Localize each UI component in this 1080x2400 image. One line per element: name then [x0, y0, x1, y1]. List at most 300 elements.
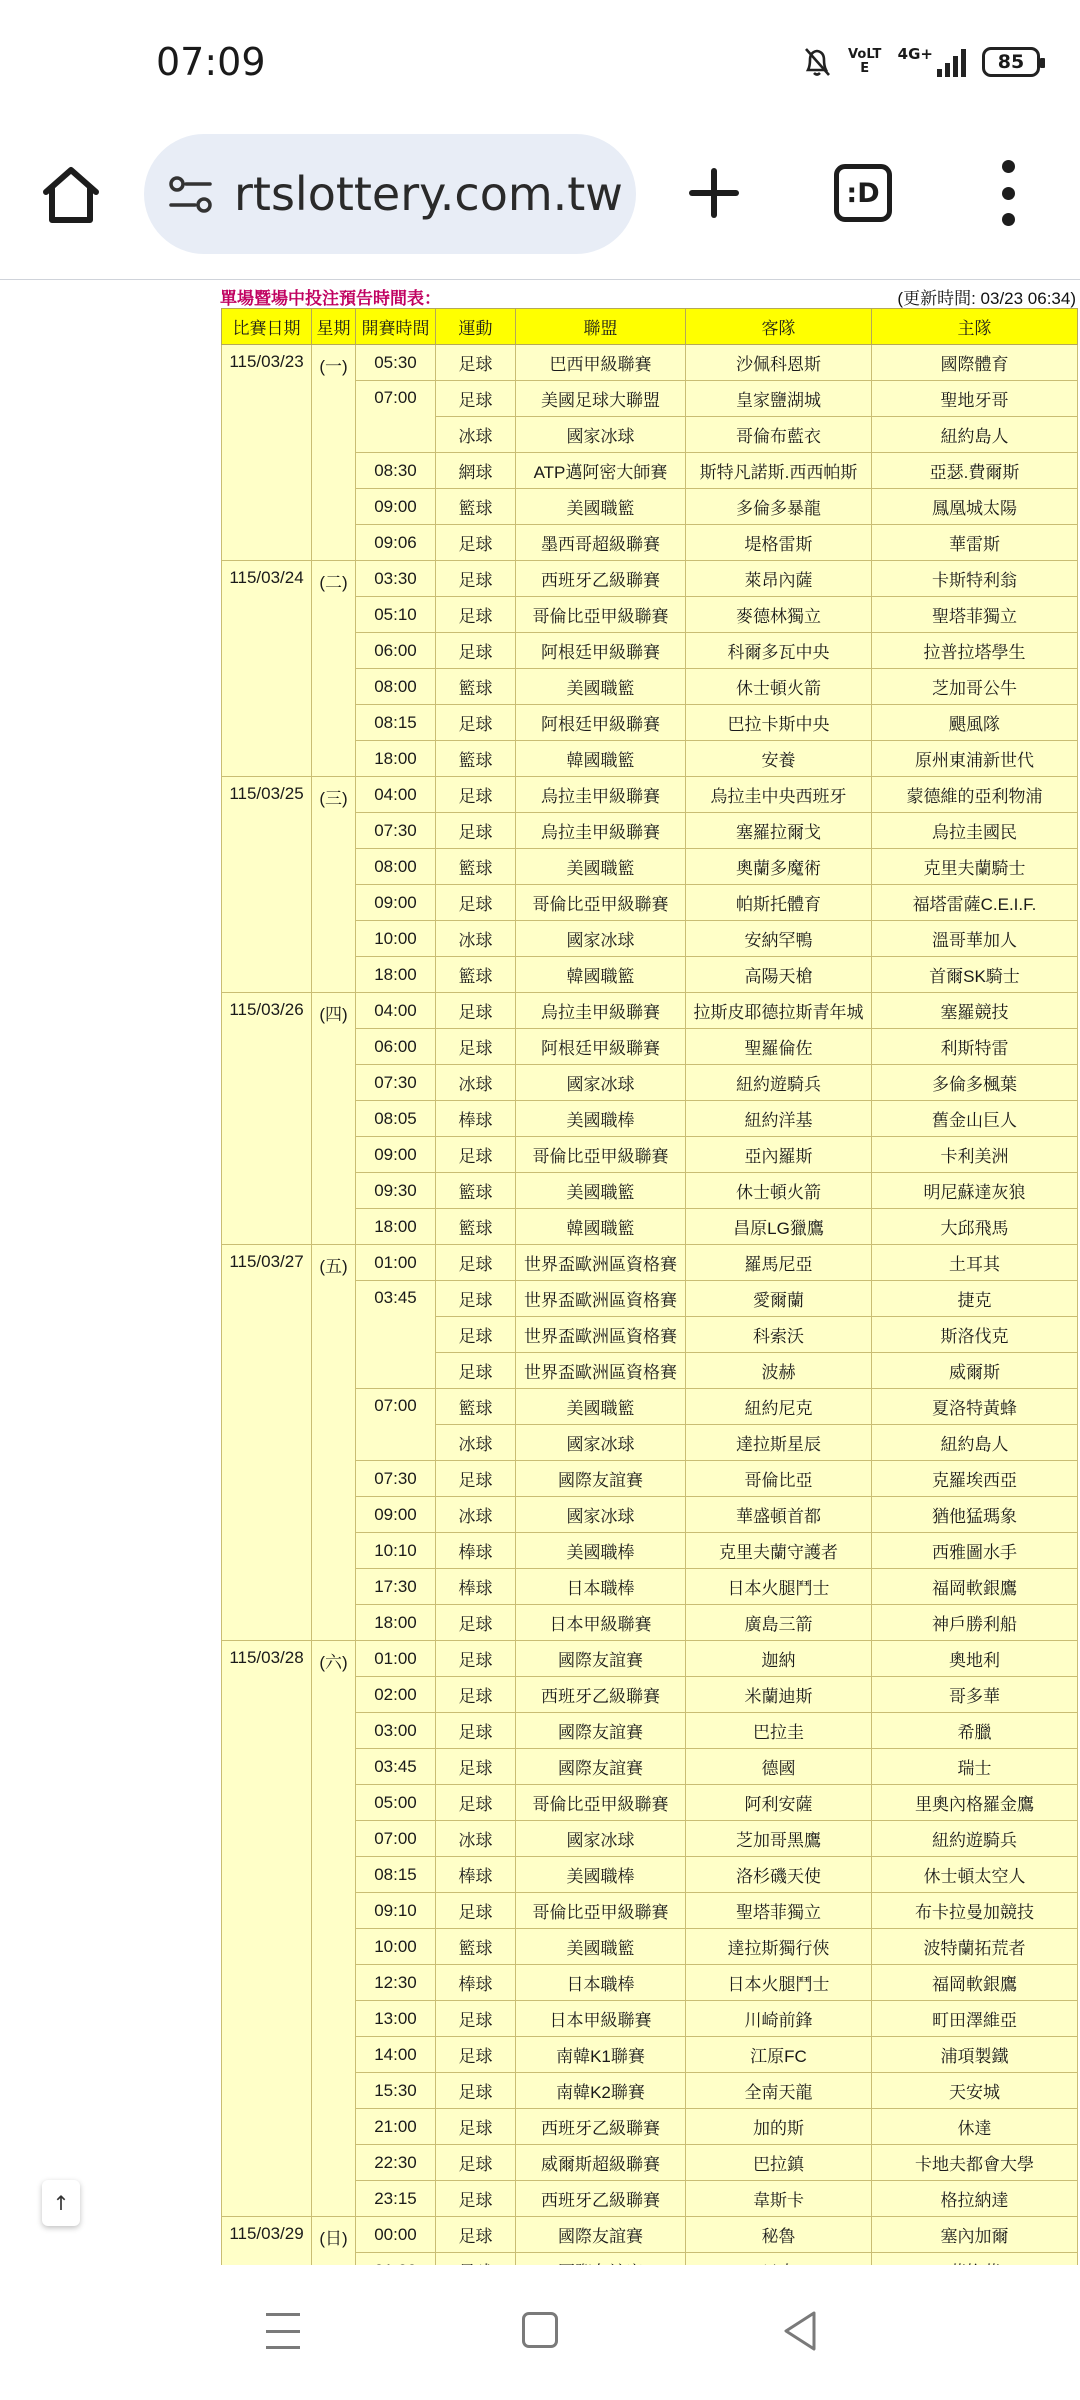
cell-start-time: 04:00 [356, 777, 436, 813]
cell-sport: 足球 [436, 2073, 516, 2109]
cell-home-team: 拉普拉塔學生 [872, 633, 1078, 669]
cell-league: 日本甲級聯賽 [516, 2001, 686, 2037]
cell-away-team: 迦納 [686, 1641, 872, 1677]
cell-sport: 冰球 [436, 1821, 516, 1857]
cell-date: 115/03/28 [222, 1641, 312, 2217]
cell-sport: 棒球 [436, 1965, 516, 2001]
cell-league: 美國職棒 [516, 1533, 686, 1569]
cell-date: 115/03/29 [222, 2217, 312, 2289]
cell-sport: 冰球 [436, 417, 516, 453]
cell-start-time: 03:45 [356, 1281, 436, 1389]
cell-sport: 網球 [436, 453, 516, 489]
cell-start-time: 17:30 [356, 1569, 436, 1605]
cell-away-team: 休士頓火箭 [686, 669, 872, 705]
cell-league: 國家冰球 [516, 1497, 686, 1533]
cell-league: 美國職棒 [516, 1857, 686, 1893]
cell-home-team: 斯洛伐克 [872, 1317, 1078, 1353]
cell-home-team: 布卡拉曼加競技 [872, 1893, 1078, 1929]
cell-league: 阿根廷甲級聯賽 [516, 1029, 686, 1065]
cell-start-time: 07:30 [356, 813, 436, 849]
cell-league: 國際友誼賽 [516, 1713, 686, 1749]
cell-away-team: 巴拉圭 [686, 1713, 872, 1749]
volte-label: VoLTE [848, 47, 882, 76]
tab-switcher-label: :D [846, 177, 880, 209]
cell-start-time: 09:10 [356, 1893, 436, 1929]
cell-away-team: 日本火腿鬥士 [686, 1569, 872, 1605]
cell-home-team: 天安城 [872, 2073, 1078, 2109]
cell-away-team: 紐約遊騎兵 [686, 1065, 872, 1101]
cell-sport: 足球 [436, 885, 516, 921]
cell-away-team: 亞內羅斯 [686, 1137, 872, 1173]
cell-sport: 足球 [436, 2037, 516, 2073]
table-row [222, 1245, 1078, 1281]
cell-start-time: 03:00 [356, 1713, 436, 1749]
schedule-header [220, 284, 1080, 306]
cell-start-time: 18:00 [356, 741, 436, 777]
cell-home-team: 福塔雷薩C.E.I.F. [872, 885, 1078, 921]
cell-sport: 籃球 [436, 1209, 516, 1245]
cell-date: 115/03/23 [222, 345, 312, 561]
cell-start-time: 02:00 [356, 1677, 436, 1713]
cell-league: 國際友誼賽 [516, 2217, 686, 2253]
cell-league: 韓國職籃 [516, 1209, 686, 1245]
cell-league: 日本甲級聯賽 [516, 1605, 686, 1641]
cell-sport: 籃球 [436, 741, 516, 777]
cell-league: 巴西甲級聯賽 [516, 345, 686, 381]
cell-sport: 足球 [436, 1353, 516, 1389]
scroll-to-top-button[interactable] [42, 2180, 80, 2226]
cell-league: 美國職籃 [516, 1929, 686, 1965]
cell-league: 哥倫比亞甲級聯賽 [516, 1893, 686, 1929]
cell-home-team: 舊金山巨人 [872, 1101, 1078, 1137]
cell-home-team: 夏洛特黃蜂 [872, 1389, 1078, 1425]
cell-start-time: 01:00 [356, 1245, 436, 1281]
cell-league: 國家冰球 [516, 1065, 686, 1101]
cell-start-time: 07:30 [356, 1065, 436, 1101]
cell-league: 美國足球大聯盟 [516, 381, 686, 417]
cell-away-team: 華盛頓首都 [686, 1497, 872, 1533]
cell-sport: 足球 [436, 597, 516, 633]
cell-sport: 籃球 [436, 489, 516, 525]
battery-level: 85 [997, 51, 1025, 73]
cell-away-team: 科爾多瓦中央 [686, 633, 872, 669]
cell-sport: 棒球 [436, 1101, 516, 1137]
cell-sport: 足球 [436, 2181, 516, 2217]
cell-start-time: 00:00 [356, 2217, 436, 2253]
table-row [222, 561, 1078, 597]
cell-home-team: 溫哥華加人 [872, 921, 1078, 957]
cell-home-team: 首爾SK騎士 [872, 957, 1078, 993]
cell-sport: 足球 [436, 777, 516, 813]
cell-sport: 足球 [436, 1641, 516, 1677]
cell-home-team: 大邱飛馬 [872, 1209, 1078, 1245]
cell-sport: 足球 [436, 633, 516, 669]
signal-4g-icon [898, 47, 966, 77]
cell-home-team: 華雷斯 [872, 525, 1078, 561]
header-sport: 運動 [436, 309, 516, 345]
cell-date: 115/03/24 [222, 561, 312, 777]
table-row [222, 993, 1078, 1029]
tab-switcher-icon[interactable] [834, 164, 892, 222]
cell-league: 烏拉圭甲級聯賽 [516, 777, 686, 813]
cell-home-team: 浦項製鐵 [872, 2037, 1078, 2073]
url-text[interactable]: rtslottery.com.tw [234, 167, 623, 221]
cell-league: 國家冰球 [516, 1821, 686, 1857]
cell-league: 國際友誼賽 [516, 1461, 686, 1497]
schedule-table [221, 308, 1078, 2289]
cell-sport: 籃球 [436, 849, 516, 885]
cell-start-time: 09:06 [356, 525, 436, 561]
cell-home-team: 烏拉圭國民 [872, 813, 1078, 849]
cell-away-team: 秘魯 [686, 2217, 872, 2253]
recents-icon[interactable] [266, 2313, 300, 2349]
cell-league: 南韓K1聯賽 [516, 2037, 686, 2073]
cell-start-time: 05:10 [356, 597, 436, 633]
header-weekday: 星期 [312, 309, 356, 345]
cell-sport: 足球 [436, 1029, 516, 1065]
cell-league: 哥倫比亞甲級聯賽 [516, 1785, 686, 1821]
cell-start-time: 15:30 [356, 2073, 436, 2109]
cell-start-time: 10:00 [356, 1929, 436, 1965]
cell-home-team: 克里夫蘭騎士 [872, 849, 1078, 885]
cell-start-time: 12:30 [356, 1965, 436, 2001]
cell-start-time: 05:00 [356, 1785, 436, 1821]
cell-start-time: 08:15 [356, 1857, 436, 1893]
cell-sport: 足球 [436, 813, 516, 849]
cell-sport: 冰球 [436, 1425, 516, 1461]
cell-home-team: 聖地牙哥 [872, 381, 1078, 417]
cell-start-time: 04:00 [356, 993, 436, 1029]
cell-home-team: 捷克 [872, 1281, 1078, 1317]
volte-icon [848, 48, 882, 76]
cell-start-time: 09:00 [356, 1137, 436, 1173]
cell-league: 國家冰球 [516, 417, 686, 453]
cell-league: 世界盃歐洲區資格賽 [516, 1281, 686, 1317]
cell-away-team: 江原FC [686, 2037, 872, 2073]
cell-away-team: 聖羅倫佐 [686, 1029, 872, 1065]
cell-start-time: 21:00 [356, 2109, 436, 2145]
system-nav-bar [0, 2265, 1080, 2400]
cell-home-team: 卡地夫都會大學 [872, 2145, 1078, 2181]
cell-away-team: 愛爾蘭 [686, 1281, 872, 1317]
table-row [222, 345, 1078, 381]
cell-away-team: 聖塔菲獨立 [686, 1893, 872, 1929]
cell-home-team: 國際體育 [872, 345, 1078, 381]
cell-away-team: 高陽天槍 [686, 957, 872, 993]
mute-bell-icon [802, 46, 832, 78]
cell-away-team: 廣島三箭 [686, 1605, 872, 1641]
arrow-up-icon: ↑ [52, 2191, 70, 2215]
cell-home-team: 鳳凰城太陽 [872, 489, 1078, 525]
cell-league: 西班牙乙級聯賽 [516, 561, 686, 597]
cell-league: 威爾斯超級聯賽 [516, 2145, 686, 2181]
cell-league: 哥倫比亞甲級聯賽 [516, 1137, 686, 1173]
cell-sport: 足球 [436, 2145, 516, 2181]
cell-league: 南韓K2聯賽 [516, 2073, 686, 2109]
browser-toolbar [0, 130, 1080, 260]
update-time: (更新時間: 03/23 06:34) [897, 289, 1076, 308]
cell-home-team: 休士頓太空人 [872, 1857, 1078, 1893]
cell-start-time: 09:30 [356, 1173, 436, 1209]
overflow-menu-icon[interactable] [988, 160, 1028, 226]
cell-start-time: 14:00 [356, 2037, 436, 2073]
cell-sport: 足球 [436, 1677, 516, 1713]
cell-weekday: (五) [312, 1245, 356, 1641]
cell-start-time: 07:30 [356, 1461, 436, 1497]
cell-weekday: (三) [312, 777, 356, 993]
cell-league: 韓國職籃 [516, 957, 686, 993]
cell-away-team: 堤格雷斯 [686, 525, 872, 561]
cell-away-team: 加的斯 [686, 2109, 872, 2145]
cell-start-time: 08:15 [356, 705, 436, 741]
cell-home-team: 紐約島人 [872, 1425, 1078, 1461]
cell-league: 國家冰球 [516, 1425, 686, 1461]
cell-league: 西班牙乙級聯賽 [516, 2109, 686, 2145]
cell-home-team: 哥多華 [872, 1677, 1078, 1713]
cell-sport: 足球 [436, 1785, 516, 1821]
home-square-icon[interactable] [522, 2312, 558, 2348]
cell-start-time: 03:30 [356, 561, 436, 597]
cell-league: 國際友誼賽 [516, 1641, 686, 1677]
cell-start-time: 23:15 [356, 2181, 436, 2217]
cell-sport: 籃球 [436, 957, 516, 993]
cell-league: 哥倫比亞甲級聯賽 [516, 597, 686, 633]
cell-home-team: 明尼蘇達灰狼 [872, 1173, 1078, 1209]
cell-league: 美國職籃 [516, 1173, 686, 1209]
status-icons [802, 46, 1040, 78]
cell-date: 115/03/27 [222, 1245, 312, 1641]
table-row [222, 2217, 1078, 2253]
cell-start-time: 08:00 [356, 669, 436, 705]
cell-start-time: 05:30 [356, 345, 436, 381]
cell-sport: 足球 [436, 2001, 516, 2037]
cell-home-team: 紐約島人 [872, 417, 1078, 453]
cell-weekday: (四) [312, 993, 356, 1245]
cell-sport: 足球 [436, 525, 516, 561]
cell-league: 西班牙乙級聯賽 [516, 2181, 686, 2217]
cell-home-team: 塞內加爾 [872, 2217, 1078, 2253]
home-icon[interactable] [38, 162, 104, 228]
cell-sport: 足球 [436, 993, 516, 1029]
cell-league: 烏拉圭甲級聯賽 [516, 813, 686, 849]
cell-home-team: 里奧內格羅金鷹 [872, 1785, 1078, 1821]
cell-sport: 足球 [436, 2109, 516, 2145]
cell-league: 墨西哥超級聯賽 [516, 525, 686, 561]
cell-away-team: 皇家鹽湖城 [686, 381, 872, 417]
cell-sport: 籃球 [436, 1389, 516, 1425]
cell-sport: 足球 [436, 1137, 516, 1173]
cell-sport: 足球 [436, 1461, 516, 1497]
cell-league: 世界盃歐洲區資格賽 [516, 1245, 686, 1281]
page-title: 單場暨場中投注預告時間表： [220, 289, 441, 308]
cell-start-time: 18:00 [356, 1209, 436, 1245]
cell-away-team: 萊昂內薩 [686, 561, 872, 597]
cell-home-team: 聖塔菲獨立 [872, 597, 1078, 633]
address-bar[interactable] [144, 134, 636, 254]
cell-away-team: 斯特凡諾斯.西西帕斯 [686, 453, 872, 489]
cell-away-team: 波赫 [686, 1353, 872, 1389]
cell-away-team: 安養 [686, 741, 872, 777]
cell-away-team: 多倫多暴龍 [686, 489, 872, 525]
cell-league: 西班牙乙級聯賽 [516, 1677, 686, 1713]
cell-start-time: 08:30 [356, 453, 436, 489]
cell-away-team: 帕斯托體育 [686, 885, 872, 921]
table-row [222, 777, 1078, 813]
cell-away-team: 奧蘭多魔術 [686, 849, 872, 885]
cell-weekday: (一) [312, 345, 356, 561]
cell-sport: 足球 [436, 561, 516, 597]
cell-sport: 足球 [436, 381, 516, 417]
cell-away-team: 哥倫比亞 [686, 1461, 872, 1497]
header-league: 聯盟 [516, 309, 686, 345]
cell-home-team: 神戶勝利船 [872, 1605, 1078, 1641]
cell-away-team: 阿利安薩 [686, 1785, 872, 1821]
cell-sport: 冰球 [436, 921, 516, 957]
cell-away-team: 德國 [686, 1749, 872, 1785]
cell-home-team: 西雅圖水手 [872, 1533, 1078, 1569]
cell-home-team: 紐約遊騎兵 [872, 1821, 1078, 1857]
cell-home-team: 希臘 [872, 1713, 1078, 1749]
cell-away-team: 米蘭迪斯 [686, 1677, 872, 1713]
cell-home-team: 威爾斯 [872, 1353, 1078, 1389]
cell-date: 115/03/25 [222, 777, 312, 993]
cell-sport: 籃球 [436, 1173, 516, 1209]
cell-home-team: 土耳其 [872, 1245, 1078, 1281]
cell-league: 國際友誼賽 [516, 1749, 686, 1785]
cell-away-team: 全南天龍 [686, 2073, 872, 2109]
cell-start-time: 13:00 [356, 2001, 436, 2037]
header-start-time: 開賽時間 [356, 309, 436, 345]
cell-league: 日本職棒 [516, 1965, 686, 2001]
cell-league: 美國職籃 [516, 669, 686, 705]
cell-away-team: 克里夫蘭守護者 [686, 1533, 872, 1569]
cell-league: ATP邁阿密大師賽 [516, 453, 686, 489]
cell-home-team: 奧地利 [872, 1641, 1078, 1677]
cell-league: 阿根廷甲級聯賽 [516, 633, 686, 669]
cell-home-team: 颶風隊 [872, 705, 1078, 741]
cell-sport: 足球 [436, 1749, 516, 1785]
cell-league: 美國職籃 [516, 489, 686, 525]
cell-sport: 冰球 [436, 1065, 516, 1101]
schedule-body [222, 345, 1078, 2289]
cell-league: 烏拉圭甲級聯賽 [516, 993, 686, 1029]
cell-sport: 足球 [436, 1893, 516, 1929]
cell-start-time: 09:00 [356, 1497, 436, 1533]
status-bar [0, 0, 1080, 130]
cell-home-team: 町田澤維亞 [872, 2001, 1078, 2037]
cell-sport: 足球 [436, 1281, 516, 1317]
cell-away-team: 休士頓火箭 [686, 1173, 872, 1209]
cell-away-team: 沙佩科恩斯 [686, 345, 872, 381]
cell-league: 哥倫比亞甲級聯賽 [516, 885, 686, 921]
cell-away-team: 川崎前鋒 [686, 2001, 872, 2037]
header-away-team: 客隊 [686, 309, 872, 345]
cell-sport: 足球 [436, 2217, 516, 2253]
header-home-team: 主隊 [872, 309, 1078, 345]
site-settings-icon[interactable] [166, 170, 216, 220]
cell-sport: 足球 [436, 1317, 516, 1353]
cell-home-team: 卡斯特利翁 [872, 561, 1078, 597]
battery-icon [982, 47, 1040, 77]
cell-away-team: 達拉斯獨行俠 [686, 1929, 872, 1965]
cell-home-team: 福岡軟銀鷹 [872, 1965, 1078, 2001]
cell-start-time: 07:00 [356, 1389, 436, 1461]
cell-start-time: 08:05 [356, 1101, 436, 1137]
cell-away-team: 昌原LG獵鷹 [686, 1209, 872, 1245]
cell-away-team: 安納罕鴨 [686, 921, 872, 957]
cell-league: 美國職棒 [516, 1101, 686, 1137]
cell-away-team: 拉斯皮耶德拉斯青年城 [686, 993, 872, 1029]
cell-home-team: 休達 [872, 2109, 1078, 2145]
cell-weekday: (六) [312, 1641, 356, 2217]
cell-start-time: 09:00 [356, 885, 436, 921]
cell-sport: 冰球 [436, 1497, 516, 1533]
cell-home-team: 塞羅競技 [872, 993, 1078, 1029]
cell-home-team: 亞瑟.費爾斯 [872, 453, 1078, 489]
cell-start-time: 18:00 [356, 957, 436, 993]
cell-start-time: 10:10 [356, 1533, 436, 1569]
cell-league: 韓國職籃 [516, 741, 686, 777]
cell-start-time: 08:00 [356, 849, 436, 885]
cell-away-team: 科索沃 [686, 1317, 872, 1353]
back-triangle-icon[interactable] [780, 2309, 820, 2353]
cell-league: 美國職籃 [516, 1389, 686, 1425]
cell-start-time: 07:00 [356, 1821, 436, 1857]
cell-league: 國家冰球 [516, 921, 686, 957]
cell-away-team: 洛杉磯天使 [686, 1857, 872, 1893]
cell-sport: 足球 [436, 1245, 516, 1281]
cell-start-time: 06:00 [356, 633, 436, 669]
cell-home-team: 芝加哥公牛 [872, 669, 1078, 705]
cell-away-team: 哥倫布藍衣 [686, 417, 872, 453]
header-date: 比賽日期 [222, 309, 312, 345]
cell-home-team: 原州東浦新世代 [872, 741, 1078, 777]
web-page [0, 279, 1080, 2259]
status-time: 07:09 [156, 40, 266, 84]
cell-home-team: 猶他猛瑪象 [872, 1497, 1078, 1533]
cell-date: 115/03/26 [222, 993, 312, 1245]
cell-away-team: 烏拉圭中央西班牙 [686, 777, 872, 813]
signal-label: 4G+ [897, 45, 933, 63]
cell-away-team: 達拉斯星辰 [686, 1425, 872, 1461]
cell-away-team: 麥德林獨立 [686, 597, 872, 633]
cell-start-time: 06:00 [356, 1029, 436, 1065]
cell-start-time: 01:00 [356, 1641, 436, 1677]
cell-sport: 棒球 [436, 1857, 516, 1893]
table-row [222, 1641, 1078, 1677]
cell-away-team: 韋斯卡 [686, 2181, 872, 2217]
cell-home-team: 卡利美洲 [872, 1137, 1078, 1173]
cell-start-time: 03:45 [356, 1749, 436, 1785]
cell-sport: 足球 [436, 705, 516, 741]
cell-league: 美國職籃 [516, 849, 686, 885]
cell-league: 日本職棒 [516, 1569, 686, 1605]
cell-league: 阿根廷甲級聯賽 [516, 705, 686, 741]
cell-sport: 足球 [436, 345, 516, 381]
cell-start-time: 09:00 [356, 489, 436, 525]
cell-sport: 籃球 [436, 669, 516, 705]
cell-away-team: 紐約尼克 [686, 1389, 872, 1425]
cell-sport: 足球 [436, 1605, 516, 1641]
cell-away-team: 日本火腿鬥士 [686, 1965, 872, 2001]
cell-away-team: 巴拉鎮 [686, 2145, 872, 2181]
plus-icon[interactable] [684, 163, 744, 223]
cell-away-team: 羅馬尼亞 [686, 1245, 872, 1281]
cell-sport: 籃球 [436, 1929, 516, 1965]
cell-home-team: 蒙德維的亞利物浦 [872, 777, 1078, 813]
cell-home-team: 格拉納達 [872, 2181, 1078, 2217]
cell-home-team: 波特蘭拓荒者 [872, 1929, 1078, 1965]
